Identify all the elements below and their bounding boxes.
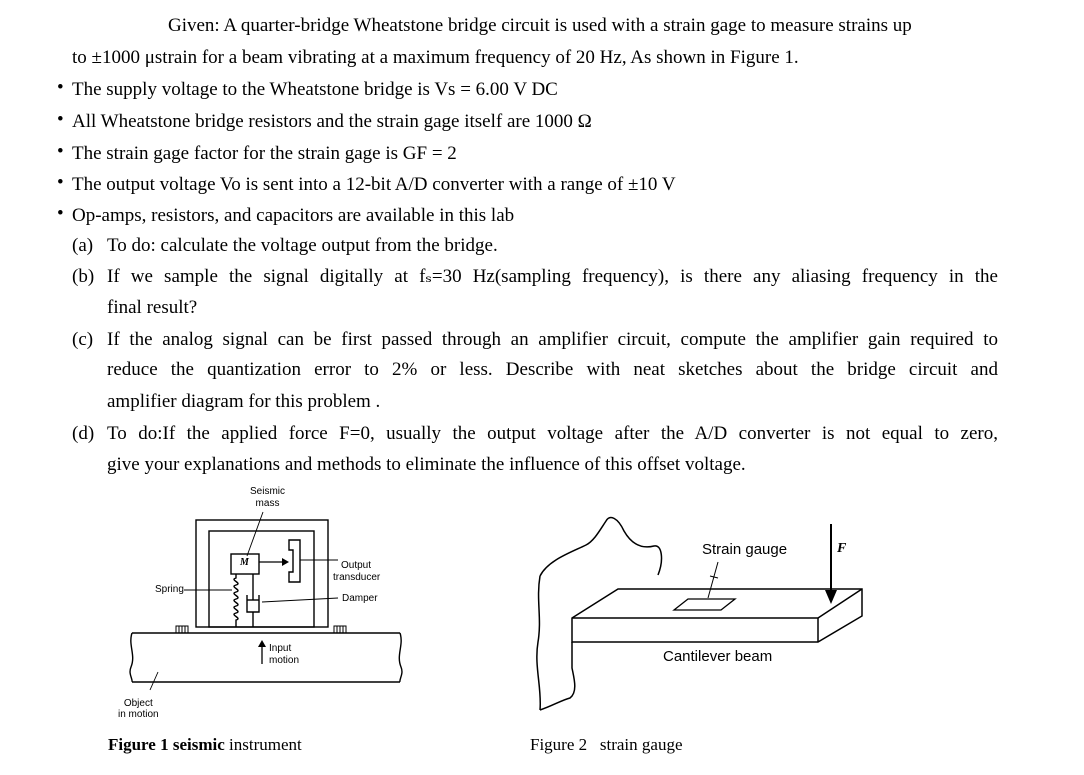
part-text: To do:If the applied force F=0, usually the output voltage after the A/D converter is not equal to zero, [107, 423, 998, 444]
part-label: (b) [72, 266, 95, 287]
bullet-dot: • [57, 172, 64, 193]
bullet-item: Op-amps, resistors, and capacitors are available in this lab [72, 205, 515, 226]
label-object-in-motion: Object in motion [118, 698, 159, 720]
bullet-dot: • [57, 77, 64, 98]
label-input-motion: Input motion [269, 643, 300, 666]
bullet-item: The strain gage factor for the strain gage is GF = 2 [72, 143, 457, 164]
figure1-caption: Figure 1 seismic instrument [108, 735, 302, 754]
figure2-caption: Figure 2 strain gauge [530, 735, 683, 754]
bullet-dot: • [57, 109, 64, 130]
part-text: give your explanations and methods to eliminate the influence of this offset voltage. [107, 454, 746, 475]
bullet-item: The output voltage Vo is sent into a 12-bit A/D converter with a range of ±10 V [72, 174, 676, 195]
label-spring: Spring [155, 584, 184, 595]
label-cantilever-beam: Cantilever beam [663, 648, 773, 665]
bullet-item: The supply voltage to the Wheatstone bridge is Vs = 6.00 V DC [72, 79, 558, 100]
label-strain-gauge: Strain gauge [702, 541, 788, 558]
label-damper: Damper [342, 593, 378, 604]
label-force-F: F [837, 541, 847, 556]
part-text: amplifier diagram for this problem . [107, 391, 381, 412]
bullet-dot: • [57, 203, 64, 224]
part-label: (a) [72, 235, 94, 256]
part-text: final result? [107, 297, 198, 318]
part-label: (c) [72, 329, 94, 350]
part-text: To do: calculate the voltage output from the bridge. [107, 235, 498, 256]
problem-intro-line1: Given: A quarter-bridge Wheatstone bridge circuit is used with a strain gage to measure strains up [168, 15, 912, 36]
label-output-transducer: Output transducer [333, 560, 381, 583]
problem-intro-line2: to ±1000 μstrain for a beam vibrating at a maximum frequency of 20 Hz, As shown in Figure 1. [72, 47, 799, 68]
part-text: reduce the quantization error to 2% or less. Describe with neat sketches about the bridge circuit and [107, 359, 998, 380]
part-label: (d) [72, 423, 95, 444]
label-seismic-mass: Seismic mass [250, 486, 286, 509]
label-mass-M: M [240, 557, 249, 568]
part-text: If we sample the signal digitally at fₛ=30 Hz(sampling frequency), is there any aliasing frequency in the [107, 266, 998, 287]
part-text: If the analog signal can be first passed through an amplifier circuit, compute the amplifier gain required to [107, 329, 998, 350]
bullet-dot: • [57, 141, 64, 162]
bullet-item: All Wheatstone bridge resistors and the strain gage itself are 1000 Ω [72, 111, 592, 132]
